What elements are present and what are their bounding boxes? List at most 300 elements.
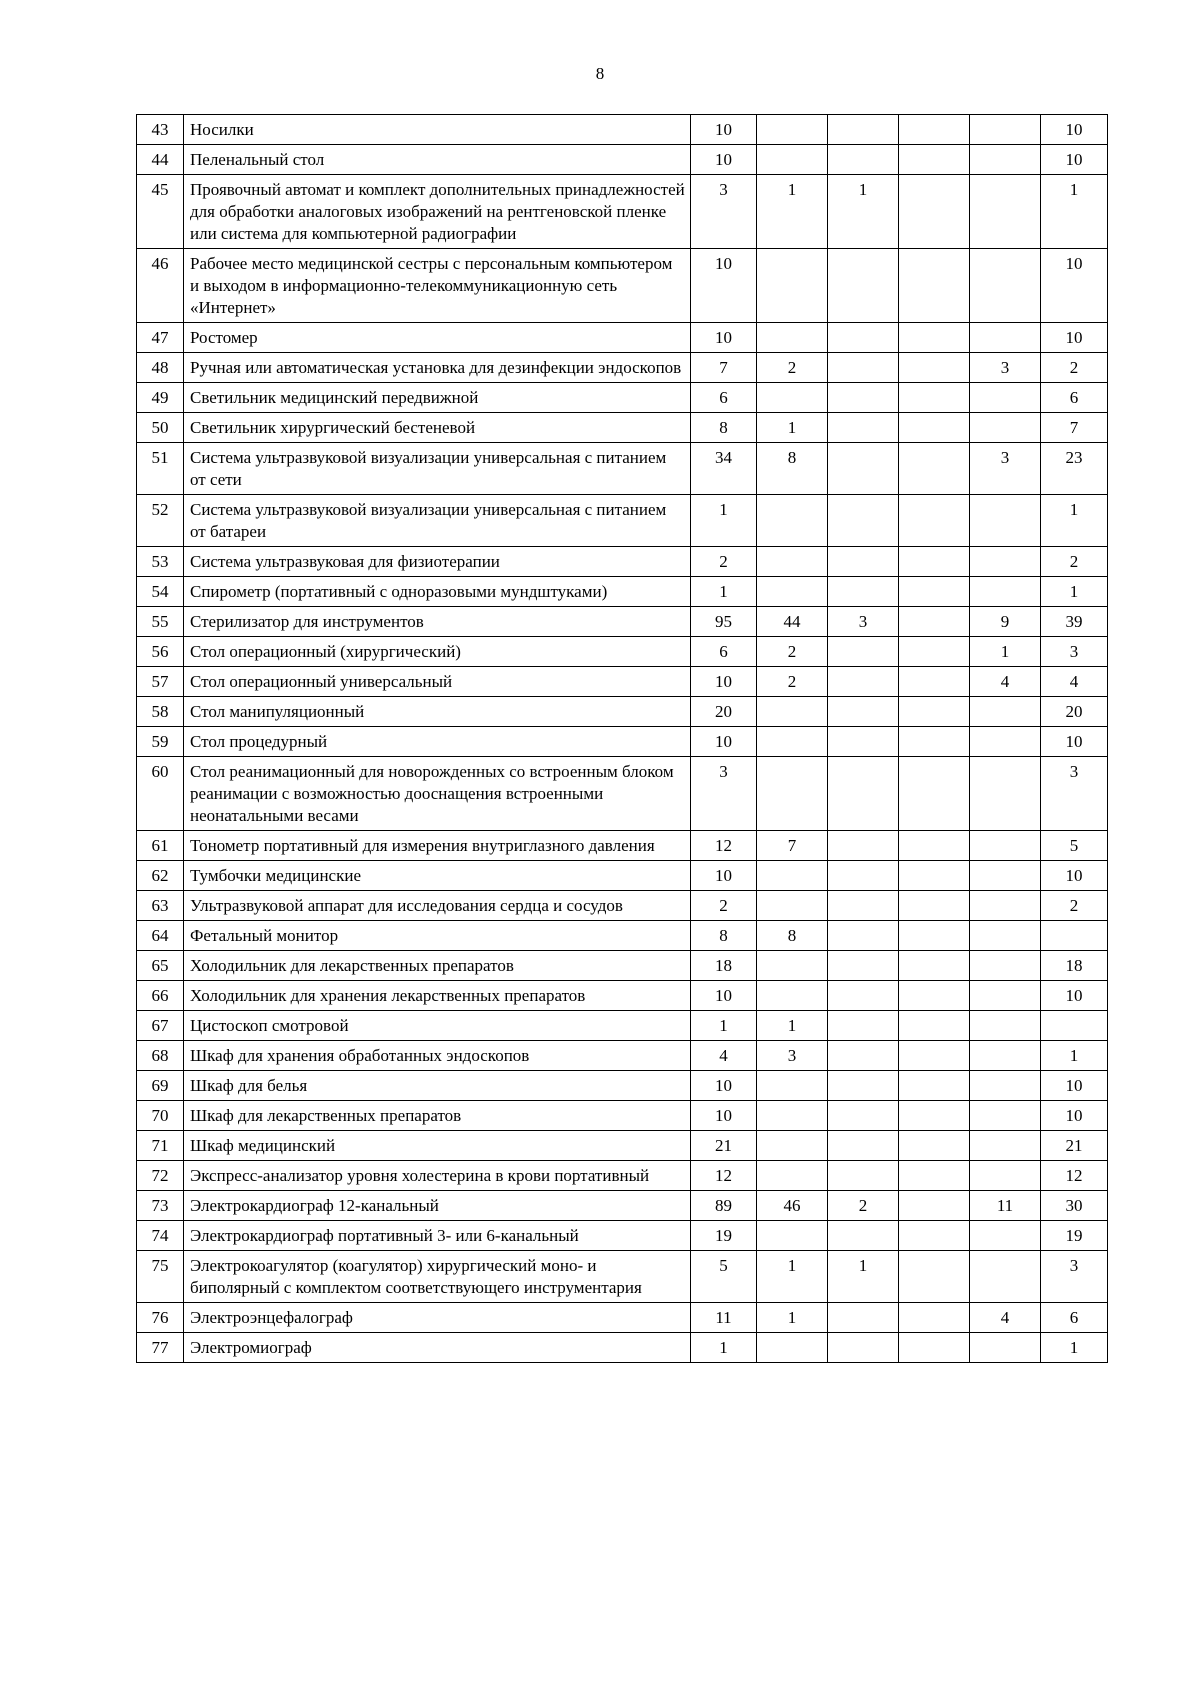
quantity-col-6: 3 [1041, 637, 1108, 667]
table-row [137, 495, 1108, 547]
table-row [137, 831, 1108, 861]
quantity-col-6: 5 [1041, 831, 1108, 861]
quantity-total: 18 [691, 951, 757, 981]
row-number: 76 [137, 1303, 184, 1333]
quantity-col-2 [757, 145, 828, 175]
quantity-col-3 [828, 249, 899, 323]
row-number: 55 [137, 607, 184, 637]
quantity-col-3 [828, 697, 899, 727]
quantity-col-5 [970, 1041, 1041, 1071]
quantity-col-3 [828, 1221, 899, 1251]
quantity-col-5 [970, 175, 1041, 249]
table-row [137, 1161, 1108, 1191]
quantity-col-5 [970, 547, 1041, 577]
quantity-total: 8 [691, 413, 757, 443]
quantity-col-2 [757, 383, 828, 413]
row-number: 46 [137, 249, 184, 323]
table-row [137, 353, 1108, 383]
equipment-name: Стол операционный универсальный [184, 667, 691, 697]
quantity-col-4 [899, 323, 970, 353]
quantity-col-4 [899, 831, 970, 861]
row-number: 48 [137, 353, 184, 383]
quantity-col-6 [1041, 921, 1108, 951]
equipment-name: Экспресс-анализатор уровня холестерина в крови портативный [184, 1161, 691, 1191]
quantity-col-2 [757, 891, 828, 921]
quantity-col-4 [899, 861, 970, 891]
quantity-col-5 [970, 115, 1041, 145]
quantity-total: 10 [691, 1101, 757, 1131]
quantity-col-4 [899, 1191, 970, 1221]
row-number: 45 [137, 175, 184, 249]
table-row [137, 1333, 1108, 1363]
quantity-col-3 [828, 495, 899, 547]
quantity-col-3 [828, 577, 899, 607]
equipment-name: Ультразвуковой аппарат для исследования сердца и сосудов [184, 891, 691, 921]
equipment-name: Электромиограф [184, 1333, 691, 1363]
row-number: 68 [137, 1041, 184, 1071]
quantity-col-5: 4 [970, 667, 1041, 697]
quantity-col-4 [899, 1333, 970, 1363]
quantity-col-4 [899, 1161, 970, 1191]
equipment-name: Проявочный автомат и комплект дополнительных принадлежностей для обработки аналоговых изображений на рентгеновской пленке или система для компьютерной радиографии [184, 175, 691, 249]
row-number: 44 [137, 145, 184, 175]
quantity-col-6: 2 [1041, 891, 1108, 921]
quantity-col-5: 11 [970, 1191, 1041, 1221]
quantity-col-3 [828, 413, 899, 443]
row-number: 60 [137, 757, 184, 831]
quantity-total: 1 [691, 1333, 757, 1363]
equipment-name: Система ультразвуковой визуализации универсальная с питанием от сети [184, 443, 691, 495]
quantity-total: 12 [691, 1161, 757, 1191]
quantity-total: 3 [691, 757, 757, 831]
quantity-col-2: 1 [757, 413, 828, 443]
equipment-name: Стол манипуляционный [184, 697, 691, 727]
quantity-col-6: 19 [1041, 1221, 1108, 1251]
equipment-name: Носилки [184, 115, 691, 145]
quantity-col-4 [899, 413, 970, 443]
quantity-col-3 [828, 1071, 899, 1101]
row-number: 74 [137, 1221, 184, 1251]
table-row [137, 1011, 1108, 1041]
quantity-col-6: 23 [1041, 443, 1108, 495]
quantity-col-2: 1 [757, 1251, 828, 1303]
quantity-col-6: 10 [1041, 145, 1108, 175]
quantity-col-6: 10 [1041, 1101, 1108, 1131]
row-number: 56 [137, 637, 184, 667]
quantity-col-5 [970, 921, 1041, 951]
row-number: 67 [137, 1011, 184, 1041]
quantity-col-2: 8 [757, 921, 828, 951]
quantity-col-4 [899, 115, 970, 145]
quantity-col-4 [899, 495, 970, 547]
equipment-name: Электроэнцефалограф [184, 1303, 691, 1333]
equipment-name: Пеленальный стол [184, 145, 691, 175]
quantity-col-6: 2 [1041, 353, 1108, 383]
quantity-col-4 [899, 607, 970, 637]
quantity-total: 6 [691, 637, 757, 667]
quantity-col-4 [899, 547, 970, 577]
equipment-name: Цистоскоп смотровой [184, 1011, 691, 1041]
table-row [137, 921, 1108, 951]
quantity-col-4 [899, 1221, 970, 1251]
quantity-col-5 [970, 1101, 1041, 1131]
equipment-name: Система ультразвуковой визуализации универсальная с питанием от батареи [184, 495, 691, 547]
table-row [137, 115, 1108, 145]
quantity-total: 10 [691, 861, 757, 891]
quantity-col-6: 20 [1041, 697, 1108, 727]
quantity-col-4 [899, 757, 970, 831]
quantity-col-4 [899, 383, 970, 413]
quantity-col-2 [757, 951, 828, 981]
quantity-col-6: 10 [1041, 249, 1108, 323]
quantity-col-2 [757, 577, 828, 607]
table-row [137, 891, 1108, 921]
quantity-total: 10 [691, 727, 757, 757]
quantity-col-5 [970, 1131, 1041, 1161]
quantity-total: 21 [691, 1131, 757, 1161]
quantity-col-5 [970, 861, 1041, 891]
quantity-total: 10 [691, 115, 757, 145]
table-row [137, 413, 1108, 443]
quantity-total: 1 [691, 577, 757, 607]
quantity-total: 19 [691, 1221, 757, 1251]
quantity-col-2 [757, 757, 828, 831]
quantity-col-2: 7 [757, 831, 828, 861]
quantity-total: 12 [691, 831, 757, 861]
quantity-col-4 [899, 1041, 970, 1071]
quantity-col-5 [970, 1333, 1041, 1363]
quantity-col-2: 3 [757, 1041, 828, 1071]
equipment-name: Тонометр портативный для измерения внутриглазного давления [184, 831, 691, 861]
quantity-col-2 [757, 115, 828, 145]
row-number: 73 [137, 1191, 184, 1221]
quantity-col-2: 1 [757, 1303, 828, 1333]
equipment-name: Холодильник для лекарственных препаратов [184, 951, 691, 981]
table-row [137, 727, 1108, 757]
quantity-total: 2 [691, 547, 757, 577]
table-row [137, 577, 1108, 607]
quantity-col-6: 4 [1041, 667, 1108, 697]
row-number: 59 [137, 727, 184, 757]
quantity-col-2: 2 [757, 353, 828, 383]
quantity-col-4 [899, 921, 970, 951]
quantity-col-3 [828, 115, 899, 145]
quantity-col-4 [899, 891, 970, 921]
equipment-name: Стол реанимационный для новорожденных со встроенным блоком реанимации с возможностью дооснащения встроенными неонатальными весами [184, 757, 691, 831]
quantity-col-5 [970, 1251, 1041, 1303]
quantity-col-4 [899, 175, 970, 249]
row-number: 65 [137, 951, 184, 981]
quantity-col-6: 10 [1041, 981, 1108, 1011]
equipment-name: Спирометр (портативный с одноразовыми мундштуками) [184, 577, 691, 607]
row-number: 66 [137, 981, 184, 1011]
equipment-name: Холодильник для хранения лекарственных препаратов [184, 981, 691, 1011]
row-number: 54 [137, 577, 184, 607]
quantity-total: 2 [691, 891, 757, 921]
quantity-total: 10 [691, 981, 757, 1011]
table-body [137, 115, 1108, 1363]
quantity-col-3 [828, 637, 899, 667]
quantity-total: 1 [691, 495, 757, 547]
quantity-total: 95 [691, 607, 757, 637]
quantity-col-2: 2 [757, 667, 828, 697]
quantity-col-2 [757, 1221, 828, 1251]
quantity-col-3 [828, 951, 899, 981]
quantity-col-5 [970, 145, 1041, 175]
quantity-col-3 [828, 383, 899, 413]
quantity-col-6: 1 [1041, 1041, 1108, 1071]
quantity-col-6: 39 [1041, 607, 1108, 637]
quantity-col-2 [757, 249, 828, 323]
quantity-col-2 [757, 1161, 828, 1191]
quantity-col-4 [899, 249, 970, 323]
table-row [137, 951, 1108, 981]
quantity-col-2: 46 [757, 1191, 828, 1221]
row-number: 69 [137, 1071, 184, 1101]
table-row [137, 637, 1108, 667]
quantity-total: 7 [691, 353, 757, 383]
equipment-name: Шкаф для лекарственных препаратов [184, 1101, 691, 1131]
row-number: 71 [137, 1131, 184, 1161]
table-row [137, 383, 1108, 413]
quantity-col-2: 1 [757, 175, 828, 249]
quantity-col-3 [828, 981, 899, 1011]
quantity-col-5 [970, 697, 1041, 727]
equipment-name: Шкаф для белья [184, 1071, 691, 1101]
quantity-total: 10 [691, 249, 757, 323]
quantity-col-6: 10 [1041, 115, 1108, 145]
quantity-col-4 [899, 667, 970, 697]
row-number: 50 [137, 413, 184, 443]
quantity-col-4 [899, 697, 970, 727]
equipment-name: Шкаф медицинский [184, 1131, 691, 1161]
equipment-name: Ручная или автоматическая установка для дезинфекции эндоскопов [184, 353, 691, 383]
quantity-col-4 [899, 981, 970, 1011]
quantity-col-3 [828, 323, 899, 353]
quantity-col-6: 10 [1041, 1071, 1108, 1101]
quantity-total: 5 [691, 1251, 757, 1303]
quantity-col-4 [899, 443, 970, 495]
row-number: 72 [137, 1161, 184, 1191]
quantity-col-6: 2 [1041, 547, 1108, 577]
quantity-col-5 [970, 1011, 1041, 1041]
table-row [137, 1251, 1108, 1303]
quantity-col-3 [828, 891, 899, 921]
quantity-total: 34 [691, 443, 757, 495]
quantity-col-4 [899, 1131, 970, 1161]
quantity-col-5 [970, 727, 1041, 757]
quantity-col-5: 1 [970, 637, 1041, 667]
quantity-col-6: 12 [1041, 1161, 1108, 1191]
quantity-col-4 [899, 637, 970, 667]
quantity-col-3 [828, 921, 899, 951]
quantity-col-5 [970, 1161, 1041, 1191]
table-row [137, 145, 1108, 175]
quantity-col-6: 21 [1041, 1131, 1108, 1161]
quantity-col-3 [828, 1161, 899, 1191]
quantity-total: 10 [691, 667, 757, 697]
quantity-col-6: 1 [1041, 175, 1108, 249]
quantity-col-2 [757, 981, 828, 1011]
quantity-col-6: 1 [1041, 495, 1108, 547]
quantity-col-3 [828, 145, 899, 175]
quantity-col-2: 1 [757, 1011, 828, 1041]
quantity-total: 3 [691, 175, 757, 249]
quantity-col-6: 1 [1041, 577, 1108, 607]
quantity-col-5: 4 [970, 1303, 1041, 1333]
equipment-name: Ростомер [184, 323, 691, 353]
row-number: 53 [137, 547, 184, 577]
quantity-col-5 [970, 981, 1041, 1011]
quantity-col-6: 10 [1041, 323, 1108, 353]
table-row [137, 861, 1108, 891]
table-row [137, 697, 1108, 727]
row-number: 51 [137, 443, 184, 495]
quantity-total: 8 [691, 921, 757, 951]
table-row [137, 607, 1108, 637]
equipment-name: Стол операционный (хирургический) [184, 637, 691, 667]
row-number: 64 [137, 921, 184, 951]
quantity-col-5 [970, 413, 1041, 443]
quantity-col-3 [828, 757, 899, 831]
quantity-col-4 [899, 1101, 970, 1131]
quantity-col-3 [828, 1303, 899, 1333]
quantity-col-2: 8 [757, 443, 828, 495]
equipment-name: Светильник хирургический бестеневой [184, 413, 691, 443]
table-row [137, 981, 1108, 1011]
equipment-name: Светильник медицинский передвижной [184, 383, 691, 413]
quantity-col-6: 3 [1041, 1251, 1108, 1303]
row-number: 52 [137, 495, 184, 547]
quantity-col-3 [828, 353, 899, 383]
quantity-col-3: 1 [828, 1251, 899, 1303]
equipment-name: Шкаф для хранения обработанных эндоскопов [184, 1041, 691, 1071]
quantity-col-4 [899, 1251, 970, 1303]
quantity-col-5: 3 [970, 353, 1041, 383]
quantity-col-6: 7 [1041, 413, 1108, 443]
quantity-col-2 [757, 1071, 828, 1101]
table-row [137, 1071, 1108, 1101]
quantity-col-2: 2 [757, 637, 828, 667]
quantity-col-2 [757, 323, 828, 353]
table-row [137, 1221, 1108, 1251]
row-number: 43 [137, 115, 184, 145]
table-row [137, 175, 1108, 249]
quantity-col-4 [899, 145, 970, 175]
table-row [137, 443, 1108, 495]
quantity-col-3 [828, 1101, 899, 1131]
quantity-total: 20 [691, 697, 757, 727]
equipment-name: Электрокардиограф 12-канальный [184, 1191, 691, 1221]
quantity-col-6: 30 [1041, 1191, 1108, 1221]
table-row [137, 1191, 1108, 1221]
equipment-name: Электрокардиограф портативный 3- или 6-канальный [184, 1221, 691, 1251]
quantity-col-5 [970, 323, 1041, 353]
quantity-col-6: 3 [1041, 757, 1108, 831]
equipment-name: Стол процедурный [184, 727, 691, 757]
table-row [137, 1101, 1108, 1131]
quantity-col-3: 3 [828, 607, 899, 637]
quantity-total: 89 [691, 1191, 757, 1221]
equipment-name: Тумбочки медицинские [184, 861, 691, 891]
quantity-col-4 [899, 951, 970, 981]
row-number: 75 [137, 1251, 184, 1303]
table-row [137, 757, 1108, 831]
quantity-col-2 [757, 1131, 828, 1161]
equipment-name: Система ультразвуковая для физиотерапии [184, 547, 691, 577]
quantity-col-3 [828, 1333, 899, 1363]
row-number: 63 [137, 891, 184, 921]
equipment-name: Электрокоагулятор (коагулятор) хирургический моно- и биполярный с комплектом соответствующего инструментария [184, 1251, 691, 1303]
quantity-col-6: 10 [1041, 727, 1108, 757]
row-number: 57 [137, 667, 184, 697]
quantity-total: 10 [691, 145, 757, 175]
quantity-col-4 [899, 1011, 970, 1041]
quantity-col-5 [970, 1071, 1041, 1101]
quantity-col-3 [828, 443, 899, 495]
quantity-col-6: 6 [1041, 1303, 1108, 1333]
equipment-name: Рабочее место медицинской сестры с персональным компьютером и выходом в информационно-телекоммуникационную сеть «Интернет» [184, 249, 691, 323]
quantity-col-2 [757, 1101, 828, 1131]
table-row [137, 1131, 1108, 1161]
equipment-name: Фетальный монитор [184, 921, 691, 951]
quantity-total: 6 [691, 383, 757, 413]
quantity-col-2 [757, 547, 828, 577]
table-row [137, 1041, 1108, 1071]
quantity-total: 10 [691, 323, 757, 353]
quantity-total: 10 [691, 1071, 757, 1101]
quantity-col-6: 6 [1041, 383, 1108, 413]
quantity-col-6 [1041, 1011, 1108, 1041]
quantity-col-3 [828, 861, 899, 891]
quantity-col-2: 44 [757, 607, 828, 637]
equipment-table [136, 114, 1108, 1363]
quantity-col-5 [970, 383, 1041, 413]
equipment-name: Стерилизатор для инструментов [184, 607, 691, 637]
table-row [137, 1303, 1108, 1333]
quantity-total: 4 [691, 1041, 757, 1071]
quantity-col-3 [828, 667, 899, 697]
quantity-total: 11 [691, 1303, 757, 1333]
quantity-col-5 [970, 1221, 1041, 1251]
quantity-col-5 [970, 951, 1041, 981]
quantity-col-3 [828, 831, 899, 861]
quantity-col-4 [899, 1303, 970, 1333]
quantity-col-3 [828, 1011, 899, 1041]
quantity-col-5: 3 [970, 443, 1041, 495]
quantity-col-3 [828, 1041, 899, 1071]
quantity-col-5 [970, 891, 1041, 921]
quantity-col-3 [828, 1131, 899, 1161]
table-row [137, 249, 1108, 323]
row-number: 62 [137, 861, 184, 891]
table-row [137, 547, 1108, 577]
quantity-col-5 [970, 495, 1041, 547]
row-number: 77 [137, 1333, 184, 1363]
quantity-col-6: 10 [1041, 861, 1108, 891]
quantity-col-3: 1 [828, 175, 899, 249]
quantity-col-2 [757, 861, 828, 891]
row-number: 70 [137, 1101, 184, 1131]
row-number: 47 [137, 323, 184, 353]
quantity-col-4 [899, 727, 970, 757]
quantity-col-4 [899, 1071, 970, 1101]
quantity-col-3 [828, 547, 899, 577]
quantity-col-2 [757, 1333, 828, 1363]
quantity-col-5 [970, 757, 1041, 831]
quantity-col-5 [970, 831, 1041, 861]
row-number: 49 [137, 383, 184, 413]
